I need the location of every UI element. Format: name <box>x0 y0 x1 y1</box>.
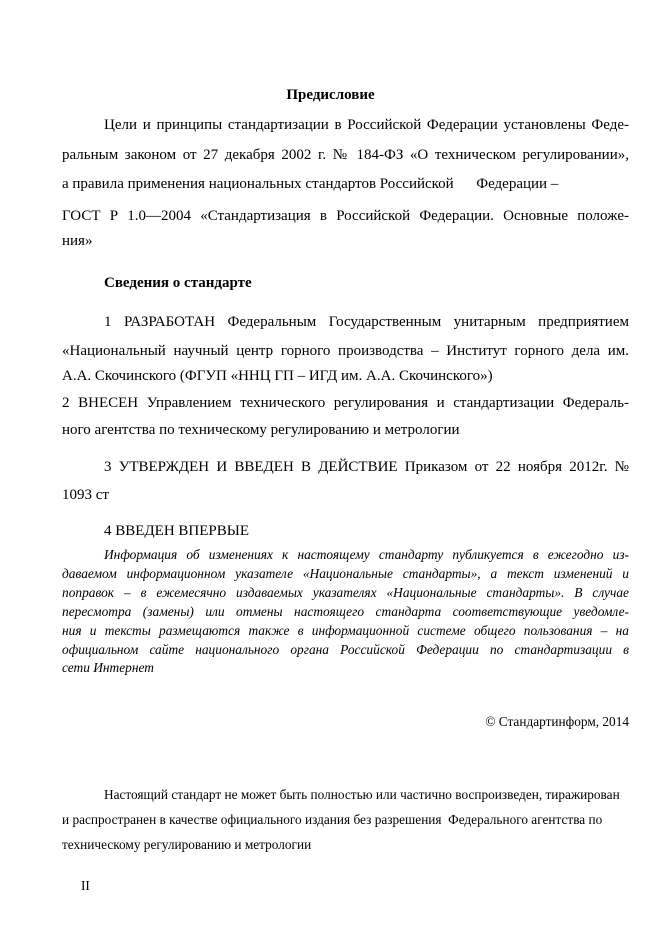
item3-line-2: 1093 ст <box>62 487 109 503</box>
foreword-line-4: ГОСТ Р 1.0—2004 «Стандартизация в Российской Федерации. Основные положе- <box>62 208 629 224</box>
item3-line-1: 3 УТВЕРЖДЕН И ВВЕДЕН В ДЕЙСТВИЕ Приказом от 22 ноября 2012г. № <box>104 459 629 475</box>
item1-line-2: «Национальный научный центр горного производства – Институт горного дела им. <box>62 343 629 359</box>
copyright: © Стандартинформ, 2014 <box>485 714 629 729</box>
item2-line-2: ного агентства по техническому регулированию и метрологии <box>62 422 460 438</box>
info-line-2: даваемом информационном указателе «Национальные стандарты», а текст изменений и <box>62 566 629 581</box>
info-line-3: поправок – в ежемесячно издаваемых указателях «Национальные стандарты». В случае <box>62 585 629 600</box>
item1-line-3: А.А. Скочинского (ФГУП «ННЦ ГП – ИГД им. А.А. Скочинского») <box>62 368 493 384</box>
item1-line-1: 1 РАЗРАБОТАН Федеральным Государственным унитарным предприятием <box>104 314 629 330</box>
item4: 4 ВВЕДЕН ВПЕРВЫЕ <box>104 523 249 539</box>
item2-line-1: 2 ВНЕСЕН Управлением технического регулирования и стандартизации Федераль- <box>62 395 629 411</box>
page-number: II <box>81 878 90 893</box>
about-heading: Сведения о стандарте <box>104 275 252 291</box>
notice-line-2: и распространен в качестве официального издания без разрешения Федерального агентства по <box>62 812 603 827</box>
info-line-4: пересмотра (замены) или отмены настоящего стандарта соответствующие уведомле- <box>62 604 629 619</box>
info-line-6: официальном сайте национального органа Российской Федерации по стандартизации в <box>62 642 629 657</box>
info-line-1: Информация об изменениях к настоящему стандарту публикуется в ежегодно из- <box>104 547 629 562</box>
info-line-7: сети Интернет <box>62 660 154 675</box>
foreword-line-3: а правила применения национальных стандартов Российской Федерации – <box>62 176 559 192</box>
info-line-5: ния и тексты размещаются также в информационной системе общего пользования – на <box>62 623 629 638</box>
notice-line-3: техническому регулированию и метрологии <box>62 837 312 852</box>
foreword-line-1: Цели и принципы стандартизации в Российской Федерации установлены Феде- <box>104 117 629 133</box>
notice-line-1: Настоящий стандарт не может быть полностью или частично воспроизведен, тиражирован <box>104 787 620 802</box>
foreword-line-5: ния» <box>62 233 93 249</box>
foreword-heading: Предисловие <box>286 87 375 103</box>
foreword-line-2: ральным законом от 27 декабря 2002 г. № 184-ФЗ «О техническом регулировании», <box>62 147 629 163</box>
